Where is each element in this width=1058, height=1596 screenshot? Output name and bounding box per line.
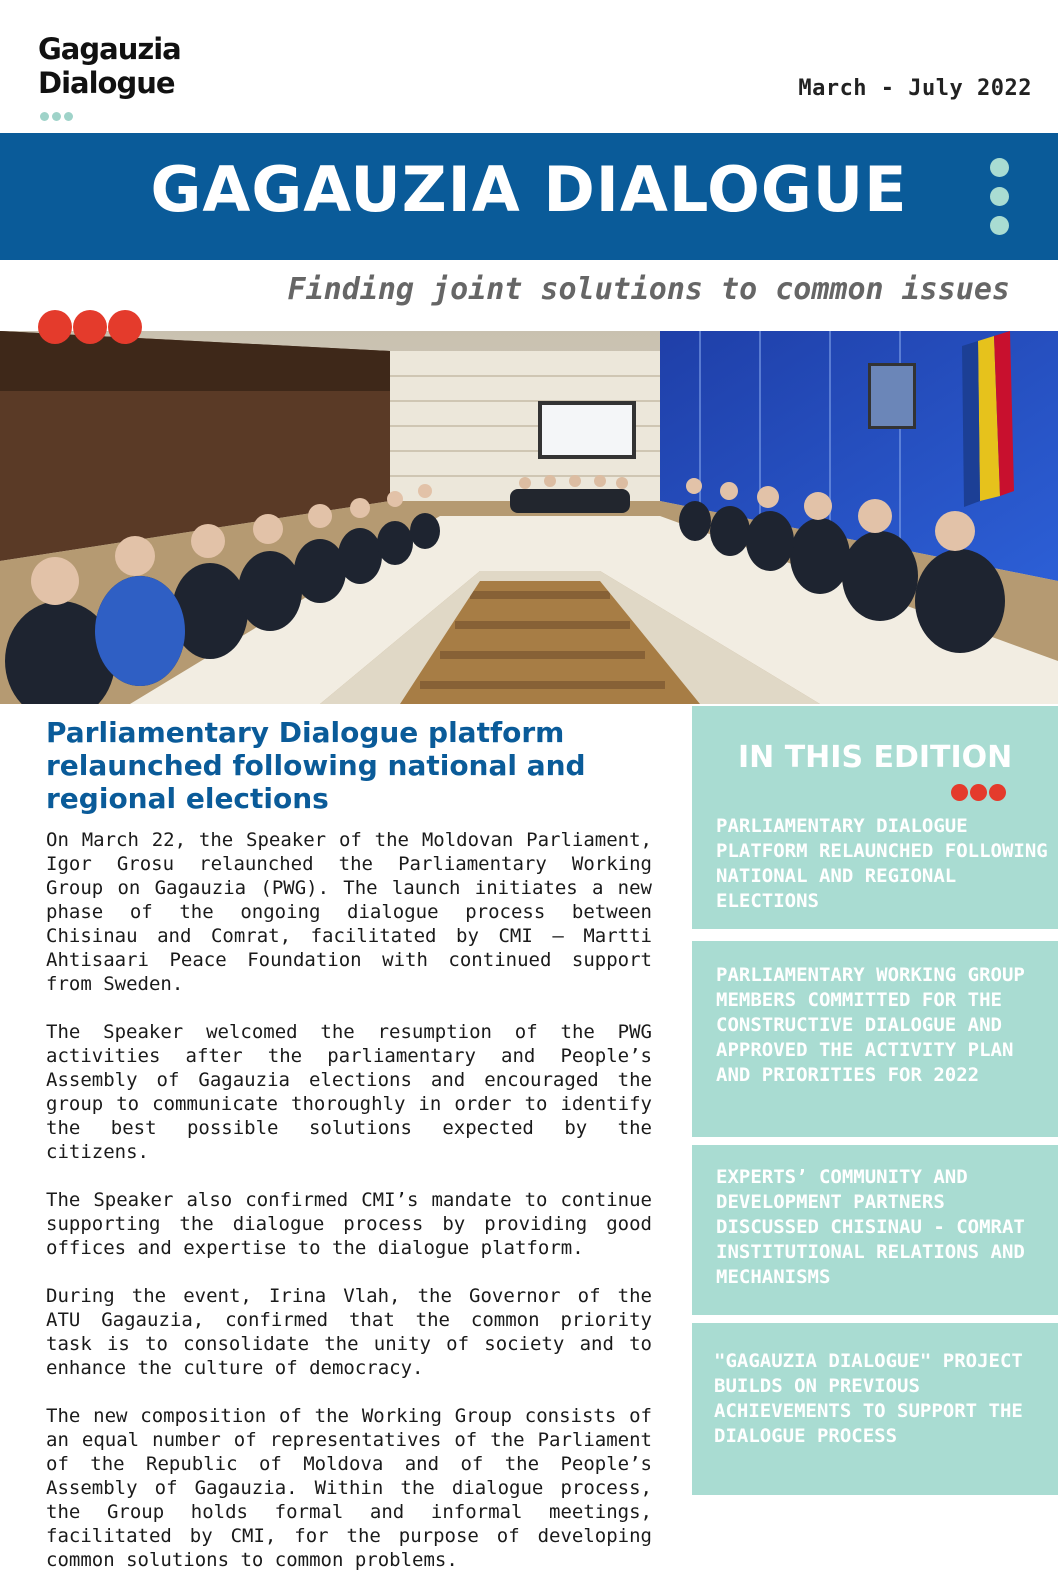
- article-title: Parliamentary Dialogue platform relaunched following national and regional elections: [46, 716, 586, 815]
- toc-item[interactable]: PARLIAMENTARY WORKING GROUP MEMBERS COMMITTED FOR THE CONSTRUCTIVE DIALOGUE AND APPROVED THE ACTIVITY PLAN AND PRIORITIES FOR 2022: [692, 941, 1058, 1137]
- edition-date: March - July 2022: [798, 76, 1032, 101]
- red-dots-icon: [38, 310, 143, 348]
- article-paragraph: The Speaker also confirmed CMI’s mandate to continue supporting the dialogue process by providing good offices and expertise to the dialogue platform.: [46, 1189, 652, 1259]
- article-paragraph: The new composition of the Working Group consists of an equal number of representatives of the Parliament of the Republic of Moldova and of the People’s Assembly of Gagauzia. Within the dialogue process, the Group holds formal and informal meetings, facilitated by CMI, for the purpose of developing common solutions to common problems.: [46, 1405, 652, 1571]
- meeting-photo-illustration: [0, 331, 1058, 704]
- logo: [38, 32, 181, 100]
- sidebar-title: IN THIS EDITION: [738, 740, 1013, 775]
- logo-line-1: Gagauzia: [38, 32, 181, 66]
- toc-item[interactable]: PARLIAMENTARY DIALOGUE PLATFORM RELAUNCHED FOLLOWING NATIONAL AND REGIONAL ELECTIONS: [716, 815, 1048, 912]
- article-paragraph: The Speaker welcomed the resumption of the PWG activities after the parliamentary and People’s Assembly of Gagauzia elections and encouraged the group to communicate thoroughly in order to identify the best possible solutions expected by the citizens.: [46, 1021, 652, 1163]
- article-paragraph: During the event, Irina Vlah, the Governor of the ATU Gagauzia, confirmed that the common priority task is to consolidate the unity of society and to enhance the culture of democracy.: [46, 1285, 652, 1379]
- toc-item[interactable]: EXPERTS’ COMMUNITY AND DEVELOPMENT PARTNERS DISCUSSED CHISINAU - COMRAT INSTITUTIONAL RELATIONS AND MECHANISMS: [692, 1145, 1058, 1315]
- tagline: Finding joint solutions to common issues: [287, 272, 1010, 307]
- red-dots-icon: [951, 784, 1008, 805]
- toc-item[interactable]: "GAGAUZIA DIALOGUE" PROJECT BUILDS ON PREVIOUS ACHIEVEMENTS TO SUPPORT THE DIALOGUE PROCESS: [692, 1323, 1058, 1495]
- vertical-dots-icon: [990, 158, 1009, 245]
- logo-dots-icon: [40, 106, 76, 125]
- article-paragraph: On March 22, the Speaker of the Moldovan Parliament, Igor Grosu relaunched the Parliamentary Working Group on Gagauzia (PWG). The launch initiates a new phase of the ongoing dialogue process between Chisinau and Comrat, facilitated by CMI – Martti Ahtisaari Peace Foundation with continued support from Sweden.: [46, 829, 652, 995]
- meeting-photo: [0, 331, 1058, 704]
- logo-line-2: Dialogue: [38, 66, 175, 100]
- newsletter-title: GAGAUZIA DIALOGUE: [150, 153, 908, 226]
- article-body: [46, 828, 652, 1596]
